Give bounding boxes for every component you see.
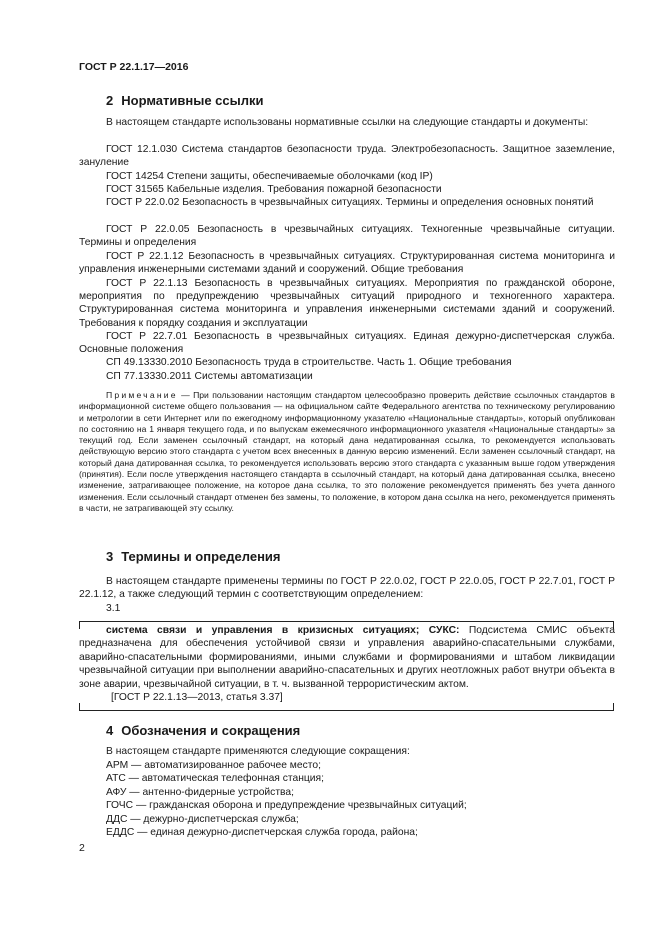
- ref-gost-31565: ГОСТ 31565 Кабельные изделия. Требования пожарной безопасности: [106, 184, 442, 195]
- abbreviation-item: ЕДДС — единая дежурно-диспетчерская служба города, района;: [106, 827, 418, 838]
- ref-gost-r-22-0-05: ГОСТ Р 22.0.05 Безопасность в чрезвычайных ситуациях. Техногенные чрезвычайные ситуации. Термины и определения: [79, 224, 615, 249]
- section-3-number: 3: [106, 549, 114, 564]
- ref-sp-49-13330: СП 49.13330.2010 Безопасность труда в строительстве. Часть 1. Общие требования: [106, 357, 512, 368]
- abbreviation-item: ДДС — дежурно-диспетчерская служба;: [106, 814, 299, 825]
- section-4-heading: [106, 723, 300, 738]
- note-paragraph: [79, 390, 615, 514]
- abbreviation-item: АРМ — автоматизированное рабочее место;: [106, 760, 321, 771]
- ref-gost-r-22-0-02: ГОСТ Р 22.0.02 Безопасность в чрезвычайных ситуациях. Термины и определения основных понятий: [106, 197, 594, 208]
- ref-gost-12-1-030: ГОСТ 12.1.030 Система стандартов безопасности труда. Электробезопасность. Защитное заземление, зануление: [79, 144, 615, 169]
- ref-gost-14254: ГОСТ 14254 Степени защиты, обеспечиваемые оболочками (код IP): [106, 171, 433, 182]
- section-4-title: Обозначения и сокращения: [121, 723, 301, 738]
- section-2-title: Нормативные ссылки: [121, 93, 264, 108]
- term-definition-block: [79, 624, 615, 704]
- term-name: система связи и управления в кризисных ситуациях; СУКС:: [106, 625, 460, 636]
- ref-sp-77-13330: СП 77.13330.2011 Системы автоматизации: [106, 371, 313, 382]
- abbreviation-item: АФУ — антенно-фидерные устройства;: [106, 787, 294, 798]
- section-4-number: 4: [106, 723, 114, 738]
- section-3-title: Термины и определения: [121, 549, 281, 564]
- section-3-heading: [106, 549, 281, 564]
- section-2-number: 2: [106, 93, 114, 108]
- ref-gost-r-22-1-12: ГОСТ Р 22.1.12 Безопасность в чрезвычайных ситуациях. Структурированная система мониторинга и управления инженерными системами зданий и сооружений. Общие требования: [79, 251, 615, 276]
- section-2-intro: В настоящем стандарте использованы нормативные ссылки на следующие стандарты и документы:: [106, 117, 589, 128]
- ref-gost-r-22-1-13: ГОСТ Р 22.1.13 Безопасность в чрезвычайных ситуациях. Мероприятия по гражданской обороне, мероприятия по предупреждению чрезвычайных ситуаций природного и техногенного характера. Структурированная система мониторинга и управления инженерными системами зданий и сооружений. Требования к порядку создания и эксплуатации: [79, 278, 615, 329]
- abbreviation-item: ГОЧС — гражданская оборона и предупреждение чрезвычайных ситуаций;: [106, 800, 467, 811]
- term-source: [ГОСТ Р 22.1.13—2013, статья 3.37]: [111, 692, 283, 704]
- abbreviation-item: АТС — автоматическая телефонная станция;: [106, 773, 324, 784]
- term-definition: Подсистема СМИС объекта предназначена для обеспечения устойчивой связи и управления аварийно-спасательными службами, аварийно-спасательными формированиями, иными службами и формированиями и штабом ликвидации чрезвычайной ситуации при выполнении аварийно-спасательных и других неотложных работ внутри объекта в зоне аварии, чрезвычайной ситуации, в т. ч. вызванной террористическим актом.: [79, 625, 615, 690]
- document-header: ГОСТ Р 22.1.17—2016: [79, 61, 189, 73]
- note-text: — При пользовании настоящим стандартом целесообразно проверить действие ссылочных стандартов в информационной системе общего пользования — на официальном сайте Федерального агентства по техническому регулированию и метрологии в сети Интернет или по ежегодному информационному указателю «Национальные стандарты», который опубликован по состоянию на 1 января текущего года, и по выпускам ежемесячного информационного указателя «Национальные стандарты» за текущий год. Если заменен ссылочный стандарт, на который дана недатированная ссылка, то рекомендуется использовать действующую версию этого стандарта с учетом всех внесенных в данную версию изменений. Если заменен ссылочный стандарт, на который дана датированная ссылка, то рекомендуется использовать версию этого стандарта с указанным выше годом утверждения (принятия). Если после утверждения настоящего стандарта в ссылочный стандарт, на который дана датированная ссылка, внесено изменение, затрагивающее положение, на которое дана ссылка, то это положение рекомендуется применять без учета данного изменения. Если ссылочный стандарт отменен без замены, то положение, в котором дана ссылка на него, рекомендуется применять в части, не затрагивающей эту ссылку.: [79, 390, 615, 513]
- section-2-heading: [106, 93, 263, 108]
- section-4-intro: В настоящем стандарте применяются следующие сокращения:: [106, 746, 410, 757]
- ref-gost-r-22-7-01: ГОСТ Р 22.7.01 Безопасность в чрезвычайных ситуациях. Единая дежурно-диспетчерская служба. Основные положения: [79, 331, 615, 356]
- term-number: 3.1: [106, 603, 121, 614]
- note-label: Примечание: [106, 390, 178, 400]
- page-number: 2: [79, 842, 85, 854]
- section-3-intro: В настоящем стандарте применены термины по ГОСТ Р 22.0.02, ГОСТ Р 22.0.05, ГОСТ Р 22.7.01, ГОСТ Р 22.1.12, а также следующий термин с соответствующим определением:: [79, 576, 615, 601]
